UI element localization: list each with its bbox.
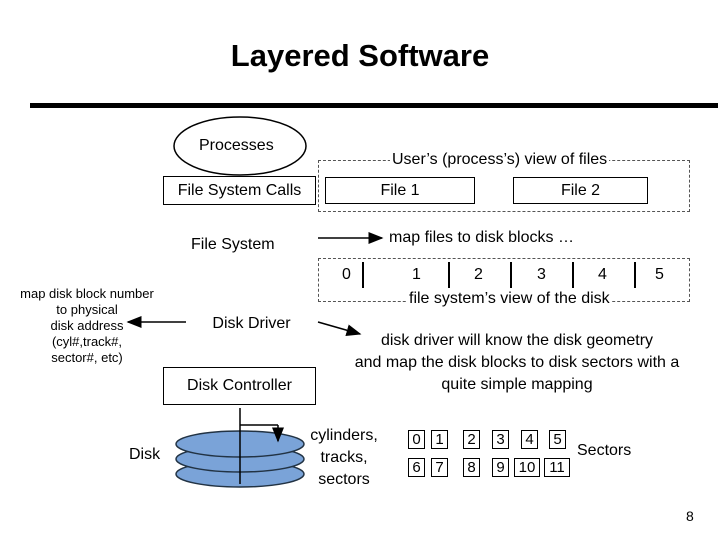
geometry-line: sectors	[318, 471, 370, 488]
file-1-box	[325, 177, 475, 204]
driver-note-line: disk driver will know the disk geometry	[380, 332, 654, 349]
block-4: 4	[598, 266, 607, 283]
left-note-line: to physical	[56, 302, 118, 317]
left-note-line: map disk block number	[20, 286, 154, 301]
sector-cell: 8	[463, 458, 480, 477]
block-divider	[634, 262, 636, 288]
sector-cell: 4	[521, 430, 538, 449]
left-note-line: sector#, etc)	[51, 350, 123, 365]
fs-calls-box	[163, 176, 316, 205]
left-note	[2, 286, 172, 366]
driver-note-line: quite simple mapping	[441, 376, 593, 393]
file-2-label: File 2	[560, 181, 601, 199]
page-number: 8	[686, 508, 694, 524]
geometry-line: tracks,	[320, 449, 368, 466]
file-system-label: File System	[191, 236, 275, 253]
geometry-line: cylinders,	[310, 427, 378, 444]
disk-driver-label: Disk Driver	[212, 315, 291, 332]
block-0: 0	[342, 266, 351, 283]
driver-note	[322, 330, 712, 396]
block-5: 5	[655, 266, 664, 283]
slide-title: Layered Software	[230, 38, 490, 73]
driver-note-line: and map the disk blocks to disk sectors with a	[354, 354, 680, 371]
sector-cell: 6	[408, 458, 425, 477]
block-divider	[362, 262, 364, 288]
sectors-label: Sectors	[577, 442, 632, 459]
left-note-line: disk address	[50, 318, 124, 333]
block-divider	[510, 262, 512, 288]
map-files-label: map files to disk blocks …	[389, 229, 574, 246]
block-1: 1	[412, 266, 421, 283]
sector-cell: 7	[431, 458, 448, 477]
disk-label: Disk	[129, 446, 161, 463]
sector-cell: 9	[492, 458, 509, 477]
disk-controller-box	[163, 367, 316, 405]
sector-cell: 3	[492, 430, 509, 449]
sector-cell: 0	[408, 430, 425, 449]
sector-cell: 10	[514, 458, 540, 477]
block-divider	[448, 262, 450, 288]
sector-cell: 5	[549, 430, 566, 449]
file-2-box	[513, 177, 648, 204]
user-view-label: User’s (process’s) view of files	[392, 151, 608, 168]
fs-view-label: file system’s view of the disk	[409, 290, 610, 307]
block-3: 3	[537, 266, 546, 283]
fs-calls-label: File System Calls	[177, 181, 302, 199]
block-divider	[572, 262, 574, 288]
disk-controller-label: Disk Controller	[187, 377, 292, 394]
disk-platters	[176, 408, 304, 487]
sector-cell: 1	[431, 430, 448, 449]
sector-cell: 11	[544, 458, 570, 477]
disk-driver-box	[186, 308, 317, 340]
block-2: 2	[474, 266, 483, 283]
geometry-note	[300, 425, 388, 491]
left-note-line: (cyl#,track#,	[51, 334, 123, 349]
sector-cell: 2	[463, 430, 480, 449]
processes-label: Processes	[199, 137, 274, 154]
file-1-label: File 1	[380, 181, 420, 199]
